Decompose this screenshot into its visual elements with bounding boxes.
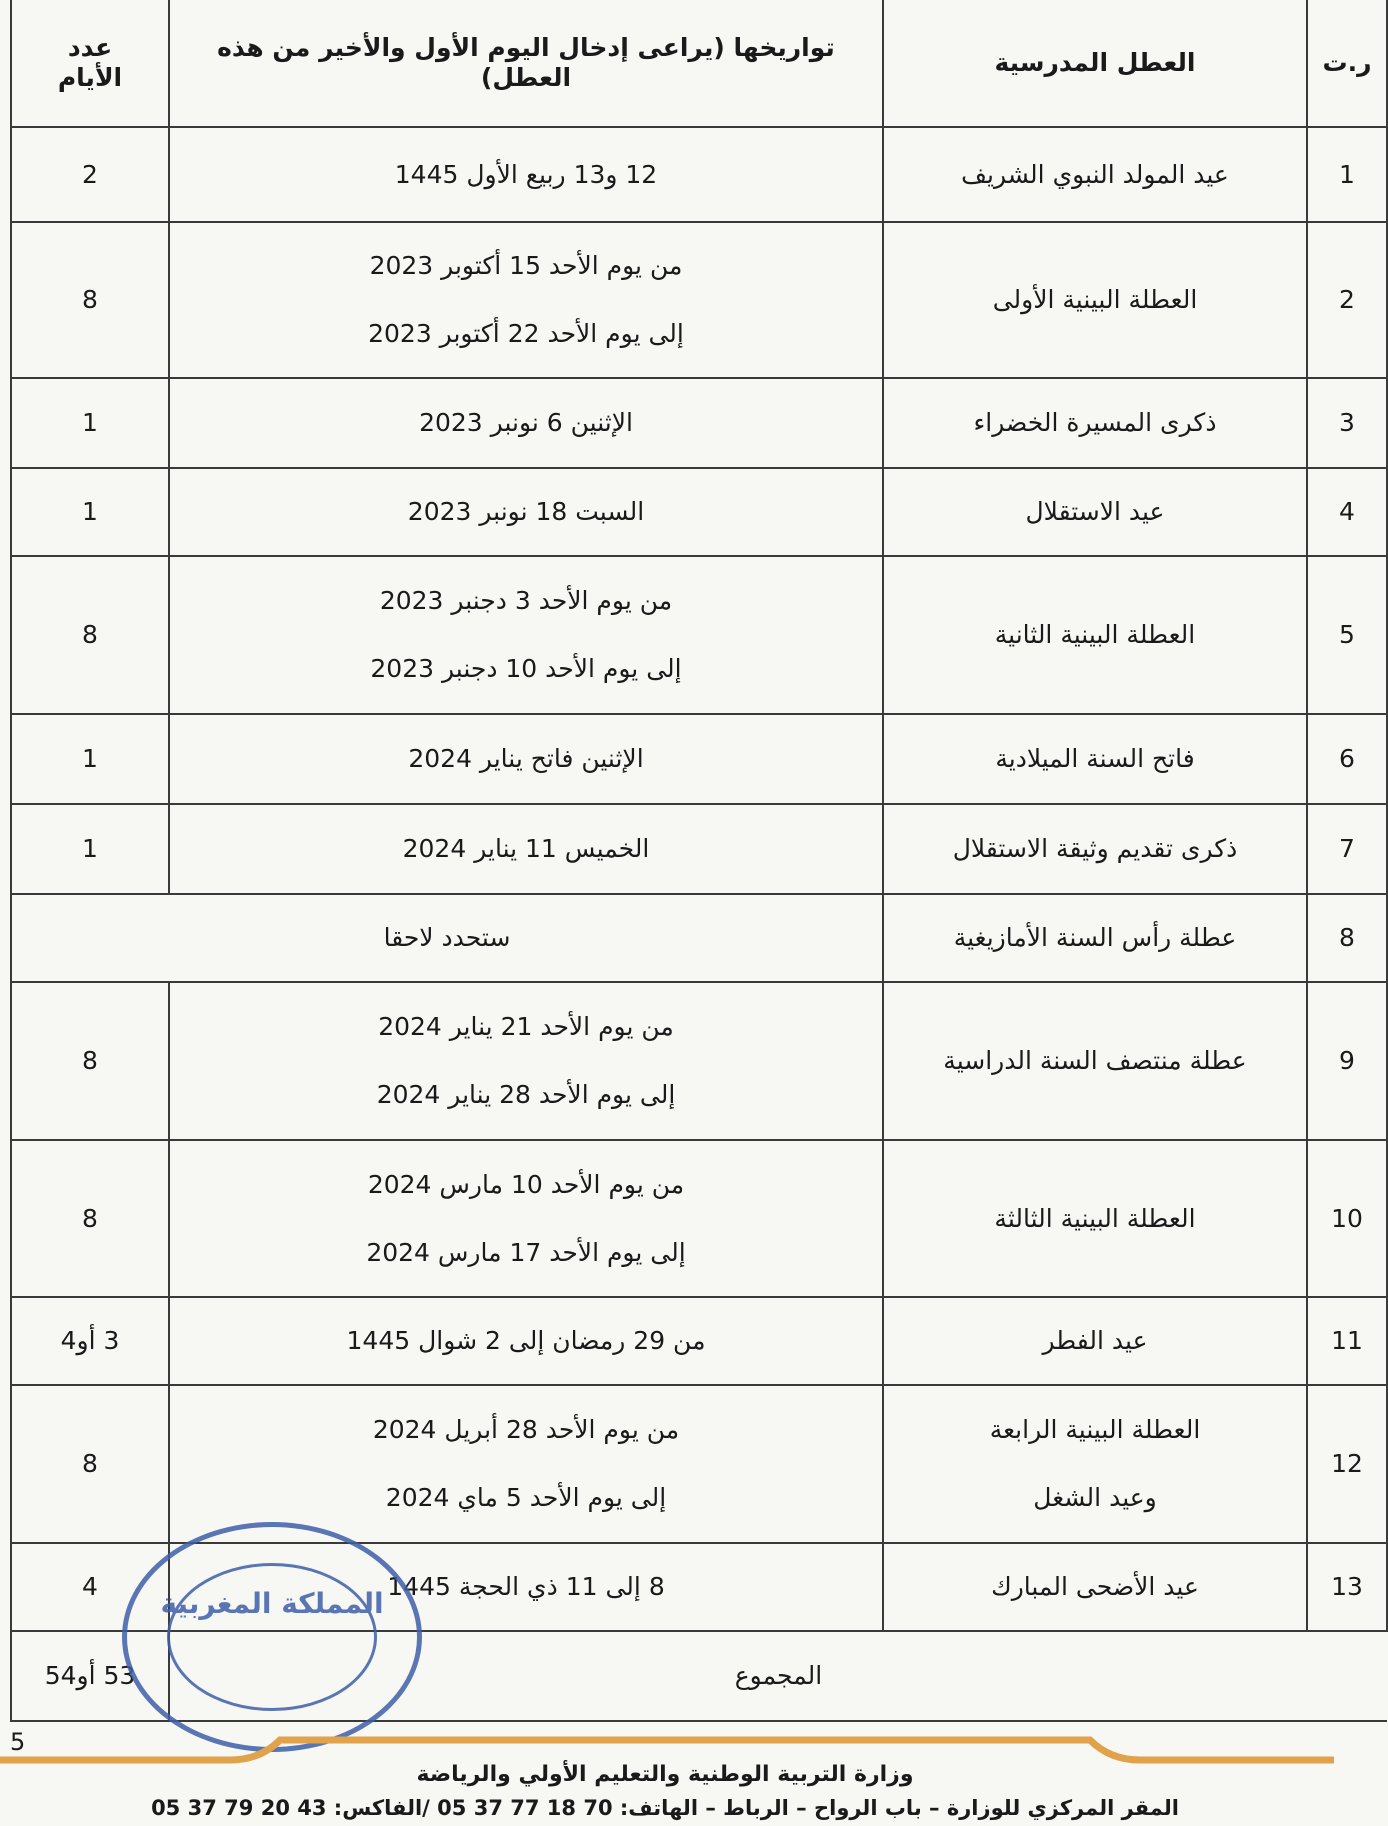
- holiday-days: 1: [11, 714, 169, 804]
- holiday-date-range: [169, 1385, 883, 1543]
- holiday-days: 4: [11, 1543, 169, 1631]
- row-number: 1: [1307, 127, 1387, 222]
- row-number: 6: [1307, 714, 1387, 804]
- date-from: من يوم الأحد 3 دجنبر 2023: [379, 586, 673, 615]
- holiday-date: 8 إلى 11 ذي الحجة 1445: [169, 1543, 883, 1631]
- row-number: 2: [1307, 222, 1387, 378]
- holiday-days: 1: [11, 378, 169, 468]
- date-from: من يوم الأحد 10 مارس 2024: [367, 1169, 685, 1199]
- holiday-name: عطلة منتصف السنة الدراسية: [883, 982, 1307, 1140]
- total-days: 53 أو54: [11, 1631, 169, 1721]
- date-to: إلى يوم الأحد 22 أكتوبر 2023: [368, 319, 684, 348]
- table-row: [11, 804, 1387, 894]
- table-row: [11, 1140, 1387, 1297]
- page-number: 5: [10, 1728, 26, 1756]
- header-row: [11, 0, 1387, 127]
- table-row: [11, 1385, 1387, 1543]
- total-label: المجموع: [169, 1631, 1387, 1721]
- holiday-days: 3 أو4: [11, 1297, 169, 1385]
- holiday-days: 8: [11, 556, 169, 714]
- holiday-name: العطلة البينية الثانية: [883, 556, 1307, 714]
- holiday-name: ذكرى تقديم وثيقة الاستقلال: [883, 804, 1307, 894]
- holiday-date-range: [169, 222, 883, 378]
- footer-decorative-band: [0, 1734, 1334, 1764]
- holiday-name: ذكرى المسيرة الخضراء: [883, 378, 1307, 468]
- holiday-name: العطلة البينية الأولى: [883, 222, 1307, 378]
- row-number: 11: [1307, 1297, 1387, 1385]
- holiday-date-range: [169, 982, 883, 1140]
- header-days-line1: عدد: [67, 33, 113, 62]
- holiday-days: 1: [11, 804, 169, 894]
- holiday-name: عيد الفطر: [883, 1297, 1307, 1385]
- date-from: من يوم الأحد 28 أبريل 2024: [372, 1415, 680, 1444]
- table-row: [11, 894, 1387, 982]
- holiday-date: السبت 18 نونبر 2023: [169, 468, 883, 556]
- row-number: 10: [1307, 1140, 1387, 1297]
- row-number: 8: [1307, 894, 1387, 982]
- holiday-date-range: [169, 556, 883, 714]
- table-row: [11, 1297, 1387, 1385]
- table-row: [11, 468, 1387, 556]
- stamp-text: المملكة المغربية: [160, 1587, 384, 1620]
- holiday-date-range: [169, 1140, 883, 1297]
- row-number: 3: [1307, 378, 1387, 468]
- footer-ministry-name: وزارة التربية الوطنية والتعليم الأولي والرياضة: [416, 1762, 914, 1787]
- row-number: 4: [1307, 468, 1387, 556]
- table-row: [11, 222, 1387, 378]
- holiday-name: العطلة البينية الثالثة: [883, 1140, 1307, 1297]
- footer-contact: المقر المركزي للوزارة – باب الرواح – الرباط – الهاتف: 70 18 77 37 05 /الفاكس: 43 20 79 37 05: [151, 1796, 1179, 1820]
- row-number: 5: [1307, 556, 1387, 714]
- holiday-date: الإثنين 6 نونبر 2023: [169, 378, 883, 468]
- row-number: 12: [1307, 1385, 1387, 1543]
- holiday-name-line2: وعيد الشغل: [1033, 1483, 1157, 1512]
- date-to: إلى يوم الأحد 5 ماي 2024: [385, 1483, 667, 1512]
- date-to: إلى يوم الأحد 17 مارس 2024: [366, 1237, 686, 1267]
- holiday-days: 8: [11, 222, 169, 378]
- stamp-inner-ring: [167, 1563, 377, 1711]
- holiday-days: 8: [11, 1140, 169, 1297]
- holiday-date: 12 و13 ربيع الأول 1445: [169, 127, 883, 222]
- date-from: من يوم الأحد 21 يناير 2024: [378, 1012, 674, 1041]
- header-days: [11, 0, 169, 127]
- official-stamp: [122, 1522, 422, 1752]
- holiday-days: 8: [11, 982, 169, 1140]
- holiday-name: عطلة رأس السنة الأمازيغية: [883, 894, 1307, 982]
- holiday-date: من 29 رمضان إلى 2 شوال 1445: [169, 1297, 883, 1385]
- holiday-days: 2: [11, 127, 169, 222]
- holiday-days: 1: [11, 468, 169, 556]
- holiday-date-tbd: ستحدد لاحقا: [11, 894, 883, 982]
- row-number: 9: [1307, 982, 1387, 1140]
- holiday-name: عيد الاستقلال: [883, 468, 1307, 556]
- date-to: إلى يوم الأحد 28 يناير 2024: [376, 1080, 676, 1109]
- holiday-name-line1: العطلة البينية الرابعة: [989, 1415, 1201, 1444]
- header-holiday-name: العطل المدرسية: [883, 0, 1307, 127]
- row-number: 13: [1307, 1543, 1387, 1631]
- header-number: ر.ت: [1307, 0, 1387, 127]
- holiday-name: عيد الأضحى المبارك: [883, 1543, 1307, 1631]
- holiday-date: الخميس 11 يناير 2024: [169, 804, 883, 894]
- table-row: [11, 982, 1387, 1140]
- table-row: [11, 127, 1387, 222]
- table-row: [11, 714, 1387, 804]
- holiday-date: الإثنين فاتح يناير 2024: [169, 714, 883, 804]
- holiday-name: عيد المولد النبوي الشريف: [883, 127, 1307, 222]
- row-number: 7: [1307, 804, 1387, 894]
- date-to: إلى يوم الأحد 10 دجنبر 2023: [370, 654, 682, 683]
- header-dates: تواريخها (يراعى إدخال اليوم الأول والأخير من هذه العطل): [169, 0, 883, 127]
- holiday-name: [883, 1385, 1307, 1543]
- header-days-line2: الأيام: [57, 63, 123, 92]
- school-holidays-table: [10, 0, 1388, 1722]
- table-row: [11, 378, 1387, 468]
- date-from: من يوم الأحد 15 أكتوبر 2023: [369, 251, 683, 280]
- holiday-days: 8: [11, 1385, 169, 1543]
- footer-band-curve: [0, 1740, 1334, 1760]
- table-row: [11, 556, 1387, 714]
- holiday-name: فاتح السنة الميلادية: [883, 714, 1307, 804]
